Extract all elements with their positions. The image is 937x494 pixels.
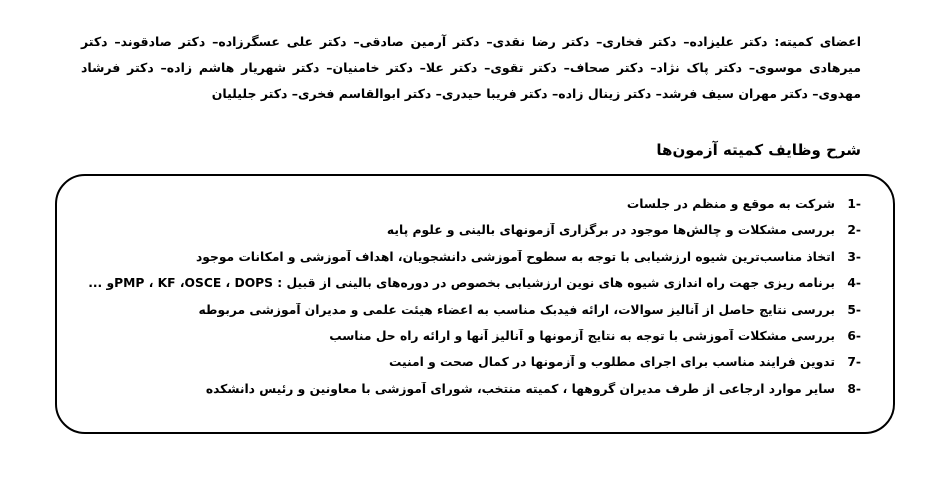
duty-text: اتخاذ مناسب‌ترین شیوه ارزشیابی با توجه به سطوح آموزشی دانشجویان، اهداف آموزشی و امکانات موجود	[195, 249, 835, 264]
duty-item-3	[77, 250, 861, 276]
duty-item-4	[77, 276, 861, 302]
committee-members-paragraph: اعضای کمیته: دکتر علیزاده– دکتر فخاری– دکتر رضا نقدی– دکتر آرمین صادقی– دکتر علی عسگرزاده– دکتر صادقوند– دکتر میرهادی موسوی– دکتر پاک نژاد– دکتر صحاف– دکتر تقوی– دکتر علا– دکتر خامنیان– دکتر شهریار هاشم زاده– دکتر فرشاد مهدوی– دکتر مهران سیف فرشد– دکتر زینال زاده– دکتر فریبا حیدری– دکتر ابوالقاسم فخری– دکتر جلیلیان	[81, 34, 861, 101]
duty-number: 4-	[847, 276, 861, 291]
duty-item-5	[77, 303, 861, 329]
duty-item-7	[77, 355, 861, 381]
duty-item-8	[77, 382, 861, 408]
duty-number: 8-	[847, 381, 861, 396]
duty-number: 6-	[847, 328, 861, 343]
duty-item-2	[77, 223, 861, 249]
duty-number: 3-	[847, 249, 861, 264]
duty-text: برنامه ریزی جهت راه اندازی شیوه های نوین ارزشیابی بخصوص در دوره‌های بالینی از قبیل : PMP ، KF ،OSCE ، DOPSو ...	[88, 276, 835, 291]
duty-text: بررسی مشکلات آموزشی با توجه به نتایج آزمونها و آنالیز آنها و ارائه راه حل مناسب	[329, 328, 835, 343]
duty-item-1	[77, 197, 861, 223]
duty-text: بررسی نتایج حاصل از آنالیز سوالات، ارائه فیدبک مناسب به اعضاء هیئت علمی و مدیران آموزشی مربوطه	[198, 302, 835, 317]
duty-number: 7-	[847, 355, 861, 370]
duties-box	[55, 174, 895, 434]
duty-text: سایر موارد ارجاعی از طرف مدیران گروهها ، کمیته منتخب، شورای آموزشی با معاونین و رئیس دانشکده	[205, 381, 835, 396]
duty-number: 2-	[847, 223, 861, 238]
duties-list	[77, 197, 861, 408]
duty-number: 1-	[847, 197, 861, 211]
duty-text: بررسی مشکلات و چالش‌ها موجود در برگزاری آزمونهای بالینی و علوم پایه	[386, 223, 835, 238]
duty-text: تدوین فرایند مناسب برای اجرای مطلوب و آزمونها در کمال صحت و امنیت	[388, 355, 835, 370]
duty-text: شرکت به موقع و منظم در جلسات	[626, 197, 835, 211]
duty-item-6	[77, 329, 861, 355]
duties-section-title: شرح وظایف کمیته آزمون‌ها	[656, 141, 861, 159]
duty-number: 5-	[847, 302, 861, 317]
